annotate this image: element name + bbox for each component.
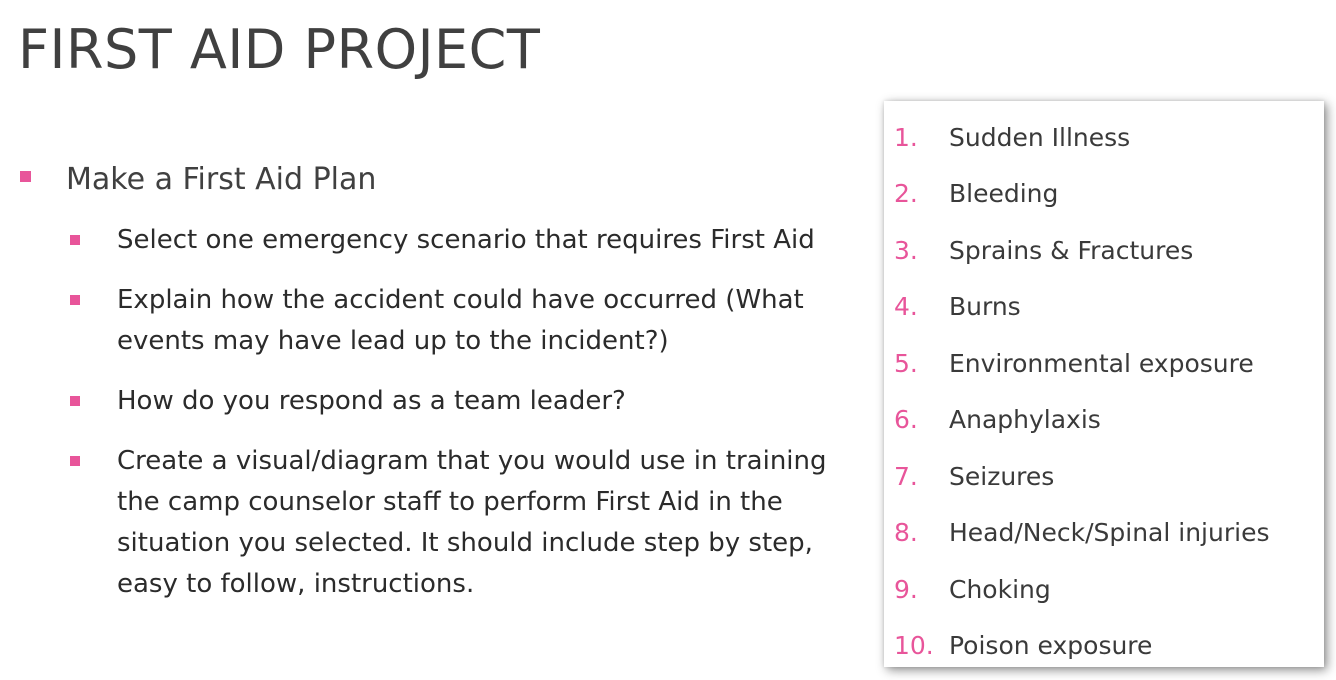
scenario-number: 8. bbox=[894, 518, 918, 548]
scenario-label: Head/Neck/Spinal injuries bbox=[949, 518, 1270, 548]
scenario-label: Sprains & Fractures bbox=[949, 235, 1194, 265]
main-bullet bbox=[18, 158, 868, 202]
sub-bullet-list bbox=[68, 220, 868, 605]
scenario-number: 3. bbox=[894, 235, 918, 265]
scenario-item bbox=[884, 279, 1324, 336]
sub-bullet-text: Explain how the accident could have occurred (What events may have lead up to the incident?) bbox=[117, 285, 804, 356]
sub-bullet bbox=[68, 220, 868, 261]
square-bullet-icon bbox=[70, 396, 80, 406]
scenario-item bbox=[884, 109, 1324, 166]
sub-bullet-text: Create a visual/diagram that you would use in training the camp counselor staff to perform First Aid in the situation you selected. It should include step by step, easy to follow, instructions. bbox=[117, 446, 827, 599]
scenario-label: Burns bbox=[949, 292, 1021, 322]
scenario-label: Environmental exposure bbox=[949, 348, 1254, 378]
scenario-label: Seizures bbox=[949, 461, 1055, 491]
scenario-number: 5. bbox=[894, 348, 918, 378]
scenario-number: 9. bbox=[894, 574, 918, 604]
scenario-item bbox=[884, 392, 1324, 449]
square-bullet-icon bbox=[70, 456, 80, 466]
square-bullet-icon bbox=[70, 235, 80, 245]
scenario-label: Poison exposure bbox=[949, 631, 1153, 661]
sub-bullet-text: Select one emergency scenario that requires First Aid bbox=[117, 225, 815, 255]
scenario-list bbox=[884, 101, 1324, 674]
main-bullet-text: Make a First Aid Plan bbox=[66, 162, 377, 197]
scenario-item bbox=[884, 505, 1324, 562]
scenario-number: 4. bbox=[894, 292, 918, 322]
scenario-number: 2. bbox=[894, 179, 918, 209]
scenario-item bbox=[884, 618, 1324, 675]
scenario-label: Choking bbox=[949, 574, 1051, 604]
scenario-item bbox=[884, 222, 1324, 279]
scenario-item bbox=[884, 561, 1324, 618]
scenario-label: Anaphylaxis bbox=[949, 405, 1101, 435]
scenario-list-panel bbox=[884, 101, 1324, 667]
scenario-number: 1. bbox=[894, 122, 918, 152]
bullet-content bbox=[18, 158, 868, 624]
slide-title: FIRST AID PROJECT bbox=[18, 18, 541, 81]
scenario-item bbox=[884, 448, 1324, 505]
square-bullet-icon bbox=[70, 295, 80, 305]
sub-bullet-text: How do you respond as a team leader? bbox=[117, 386, 626, 416]
scenario-label: Sudden Illness bbox=[949, 122, 1131, 152]
sub-bullet bbox=[68, 441, 868, 605]
scenario-number: 10. bbox=[894, 631, 934, 661]
scenario-item bbox=[884, 335, 1324, 392]
scenario-number: 6. bbox=[894, 405, 918, 435]
scenario-item bbox=[884, 166, 1324, 223]
square-bullet-icon bbox=[20, 171, 31, 182]
sub-bullet bbox=[68, 280, 868, 362]
scenario-label: Bleeding bbox=[949, 179, 1059, 209]
sub-bullet bbox=[68, 381, 868, 422]
scenario-number: 7. bbox=[894, 461, 918, 491]
